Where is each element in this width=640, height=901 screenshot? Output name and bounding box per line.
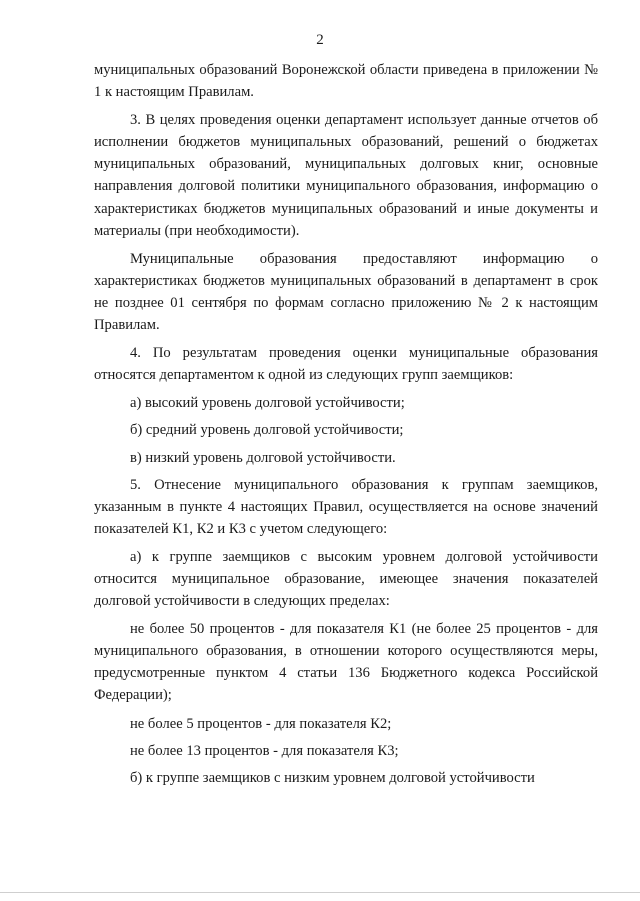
paragraph-item-4: 4. По результатам проведения оценки муниципальные образования относятся департаментом к одной из следующих групп заемщиков: — [94, 345, 598, 384]
page-number: 2 — [316, 32, 324, 48]
paragraph-limit-k2: не более 5 процентов - для показателя К2; — [130, 715, 392, 732]
paragraph-item-5: 5. Отнесение муниципального образования к группам заемщиков, указанным в пункте 4 настоящих Правил, осуществляется на основе значений показателей К1, К2 и К3 с учетом следующего: — [94, 476, 598, 537]
paragraph-limit-k1: не более 50 процентов - для показателя К1 (не более 25 процентов - для муниципального образования, в отношении которого осуществляются меры, предусмотренные пунктом 4 статьи 136 Бюджетного кодекса Российской Федерации); — [94, 621, 598, 704]
paragraph-item-5a: а) к группе заемщиков с высоким уровнем долговой устойчивости относится муниципальное образование, имеющее значения показателей долговой устойчивости в следующих пределах: — [94, 548, 598, 610]
paragraph-limit-k3: не более 13 процентов - для показателя К3; — [130, 742, 399, 759]
list-item-high-level: а) высокий уровень долговой устойчивости; — [130, 395, 405, 412]
paragraph-continuation: муниципальных образований Воронежской области приведена в приложении № 1 к настоящим Правилам. — [94, 62, 598, 101]
page-bottom-edge — [0, 892, 640, 893]
paragraph-item-5b: б) к группе заемщиков с низким уровнем долговой устойчивости — [130, 769, 535, 786]
document-body — [94, 59, 598, 795]
list-item-medium-level: б) средний уровень долговой устойчивости; — [130, 422, 404, 439]
paragraph-item-3: 3. В целях проведения оценки департамент использует данные отчетов об исполнении бюджетов муниципальных образований, решений о бюджетах муниципальных образований, муниципальных долговых книг, основные направления долговой политики муниципального образования, информацию о характеристиках бюджетов муниципальных образований и иные документы и материалы (при необходимости). — [94, 112, 598, 239]
paragraph-municipal-info: Муниципальные образования предоставляют информацию о характеристиках бюджетов муниципальных образований в департамент в срок не позднее 01 сентября по формам согласно приложению № 2 к настоящим Правилам. — [94, 250, 598, 334]
list-item-low-level: в) низкий уровень долговой устойчивости. — [130, 449, 396, 466]
